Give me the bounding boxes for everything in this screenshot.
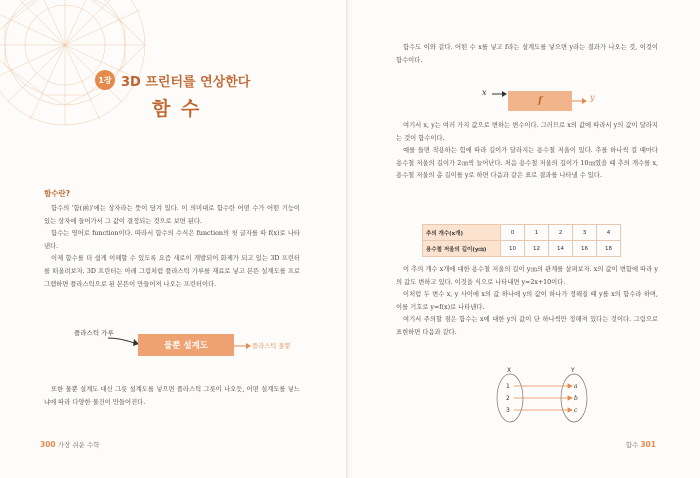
right-intro-text — [396, 42, 658, 67]
arrow-right-icon — [572, 97, 588, 105]
paragraph: 함수도 이와 같다. 어떤 수 x를 넣고 f라는 설계도를 넣으면 y라는 결과가 나오는 것, 이것이 함수이다. — [396, 44, 658, 64]
table-cell: 10 — [501, 241, 525, 257]
right-low-text — [396, 264, 658, 340]
chapter-heading — [95, 70, 250, 90]
paragraph: 이 추의 개수 x개에 대한 용수철 저울의 길이 y㎝의 관계를 살펴보자. x의 값이 변함에 따라 y의 값도 변하고 있다. 이것을 식으로 나타내면 y=2x+10이다. — [396, 266, 658, 286]
diagram-output-label: 플라스틱 물뿐 — [252, 343, 291, 350]
chapter-title: 3D 프린터를 연상한다 — [121, 74, 251, 90]
set-y-label: Y — [571, 367, 575, 374]
page-title: 함 수 — [152, 98, 202, 120]
set-x-label: X — [507, 367, 512, 374]
function-output: y — [590, 93, 595, 102]
section-heading: 함수란? — [44, 189, 71, 198]
paragraph: 여기서 x, y는 여러 가지 값으로 변하는 변수이다. 그러므로 x의 값에 따라서 y의 값이 달라지는 것이 함수이다. — [396, 122, 658, 142]
table-row — [423, 225, 621, 241]
paragraph: 함수의 '함(函)'에는 상자라는 뜻이 담겨 있다. 이 의미대로 함수란 어떤 수가 어떤 기능이 있는 상자에 들어가서 그 값이 결정되는 것으로 보면 된다. — [44, 205, 300, 225]
y-element: a — [574, 383, 578, 390]
folio-right — [626, 440, 656, 449]
chapter-badge: 1장 — [95, 70, 115, 90]
table-cell: 14 — [549, 241, 573, 257]
y-element: b — [574, 395, 578, 402]
mapping-diagram — [492, 364, 592, 424]
arrow-right-icon — [234, 342, 252, 350]
page-number: 300 — [40, 440, 56, 449]
left-page — [0, 0, 348, 478]
table-cell: 1 — [525, 225, 549, 241]
paragraph: 함수는 영어로 function이다. 따라서 함수의 수식은 function의 첫 글자를 따 f(x)로 나타낸다. — [44, 230, 300, 250]
paragraph: 예를 들면 작용하는 힘에 따라 길이가 달라지는 용수철 저울이 있다. 추를 하나씩 걸 때마다 용수철 저울의 길이가 2㎝씩 늘어난다. 처음 용수철 저울의 길이가 10㎝였을 때 추의 개수를 x, 용수철 저울의 총 길이를 y로 하면 다음과 같은 표로 결과를 나타낼 수 있다. — [396, 147, 658, 180]
paragraph: 이제 함수를 더 쉽게 이해할 수 있도록 요즘 새로이 개발되어 화제가 되고 있는 3D 프린터를 떠올려보자. 3D 프린터는 아래 그림처럼 플라스틱 가루를 재료로 넣고 본뜬 설계도를 프로그램하면 플라스틱으로 된 본뜬이 만들어져 나오는 프린터이다. — [44, 255, 300, 288]
diagram-box: 물뿐 설계도 — [138, 334, 234, 356]
right-mid-text — [396, 120, 658, 183]
function-box: f — [508, 91, 572, 111]
paragraph: 여기서 주의할 점은 함수는 x에 대한 y의 값이 단 하나씩만 정해져 있다는 것이다. 그림으로 표현하면 다음과 같다. — [396, 316, 658, 336]
table-cell: 2 — [549, 225, 573, 241]
y-element: c — [574, 407, 578, 414]
right-page — [352, 0, 700, 478]
table-cell: 12 — [525, 241, 549, 257]
function-input: x — [482, 88, 487, 97]
table-header-cell: 용수철 저울의 길이(y㎝) — [423, 241, 501, 257]
printer-diagram — [40, 322, 300, 362]
page-number: 301 — [640, 440, 656, 449]
folio-left — [40, 440, 100, 449]
function-diagram — [472, 86, 612, 116]
x-element: 2 — [506, 395, 510, 402]
x-element: 3 — [506, 407, 510, 414]
chapter-name: 함수 — [625, 441, 639, 449]
left-closing-text — [44, 384, 300, 409]
table-cell: 16 — [573, 241, 597, 257]
paragraph: 또한 물뿐 설계도 대신 그릇 설계도를 넣으면 플라스틱 그릇이 나오듯, 어떤 설계도를 넣느냐에 따라 다양한 물건이 만들어진다. — [44, 386, 300, 406]
x-element: 1 — [506, 383, 510, 390]
arrow-right-icon — [492, 90, 508, 98]
book-title: 가장 쉬운 수학 — [57, 441, 100, 449]
table-cell: 0 — [501, 225, 525, 241]
table-cell: 3 — [573, 225, 597, 241]
table-row — [423, 241, 621, 257]
diagram-input-label: 플라스틱 가루 — [74, 329, 114, 337]
table-header-cell: 추의 개수(x개) — [423, 225, 501, 241]
spring-table — [422, 224, 621, 257]
arrow-right-icon — [106, 334, 140, 348]
table-cell: 18 — [597, 241, 621, 257]
left-body-text — [44, 203, 300, 291]
decorative-network-pattern — [0, 0, 160, 130]
paragraph: 이처럼 두 변수 x, y 사이에 x의 값 하나에 y의 값이 하나가 정해질 때 y를 x의 함수라 하며, 이를 기호로 y=f(x)로 나타낸다. — [396, 291, 658, 311]
table-cell: 4 — [597, 225, 621, 241]
